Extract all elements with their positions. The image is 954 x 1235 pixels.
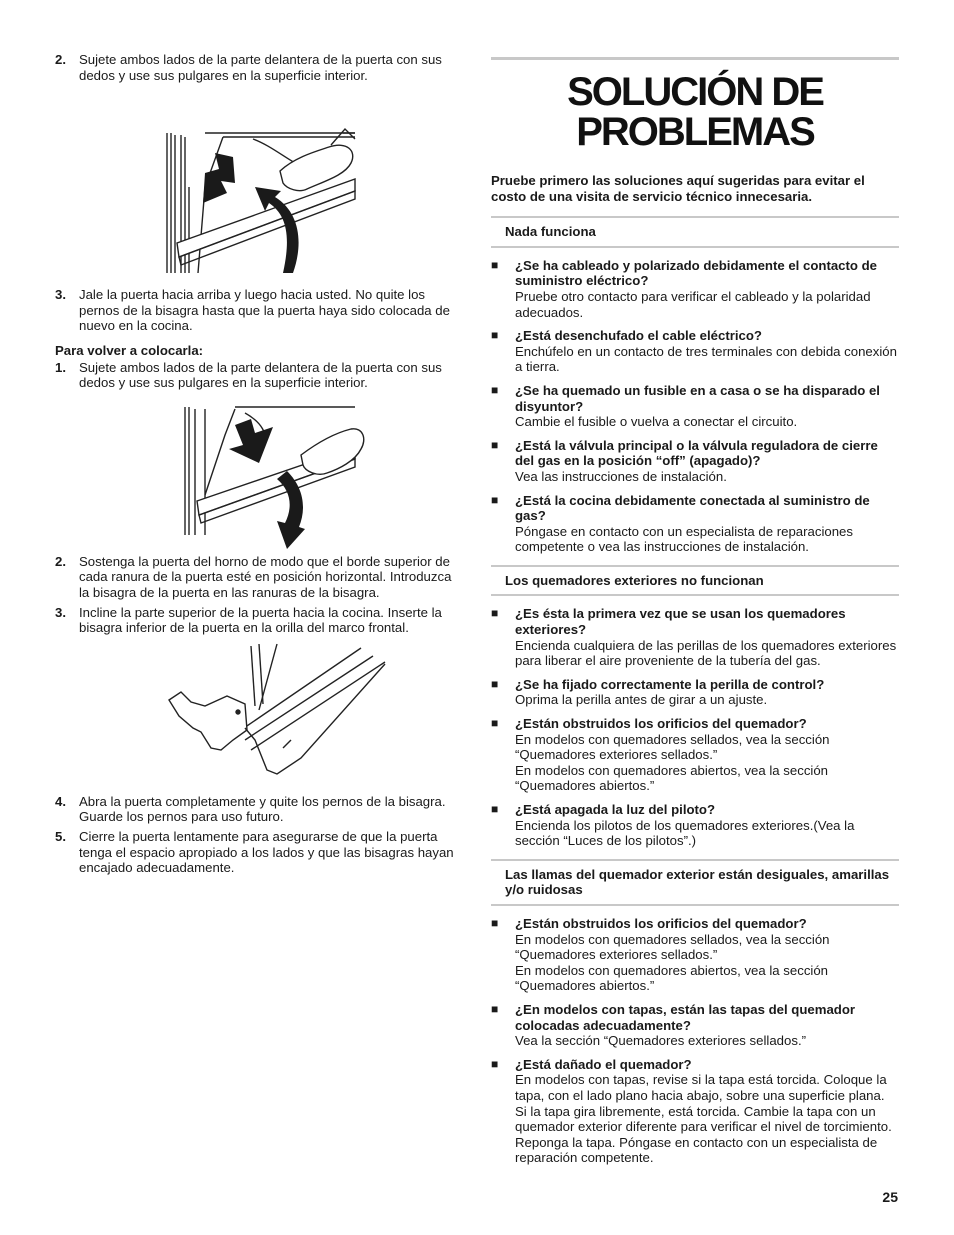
step-text: Sujete ambos lados de la parte delantera de la puerta con sus dedos y use sus pulgares en la superficie interior. [79,52,442,83]
item-body [515,438,899,485]
intro-text: Pruebe primero las soluciones aquí sugeridas para evitar el costo de una visita de servicio técnico innecesaria. [491,173,865,204]
question-text: ¿Está apagada la luz del piloto? [515,802,716,817]
right-column [491,57,899,1174]
page-title [491,72,899,152]
item-body [515,606,899,668]
step-number: 1. [55,359,66,375]
hinge-insert-illustration [55,640,465,788]
answer-text: Oprima la perilla antes de girar a un ajuste. [515,692,768,708]
question-text: ¿Está la cocina debidamente conectada al suministro de gas? [515,492,870,524]
down-arrow-icon [229,419,273,463]
step-1-reinstall [55,360,465,391]
title-line-1: SOLUCIÓN DE [567,70,823,114]
answer-text: Encienda cualquiera de las perillas de los quemadores exteriores para liberar el aire proveniente de la tubería del gas. [515,637,897,669]
list-item [491,1057,899,1166]
list-item [491,328,899,375]
square-bullet-icon: ■ [491,606,499,621]
item-body [515,493,899,555]
section-1 [491,565,899,849]
item-body [515,916,899,994]
step-text: Sujete ambos lados de la parte delantera de la puerta con sus dedos y use sus pulgares en la superficie interior. [79,359,442,391]
question-text: ¿Están obstruidos los orificios del quemador? [515,716,807,732]
list-item [491,383,899,430]
square-bullet-icon: ■ [491,915,499,930]
item-body [515,716,899,794]
item-body [515,258,899,320]
list-item [491,258,899,320]
answer-text: Encienda los pilotos de los quemadores exteriores.(Vea la sección “Luces de los pilotos”.) [515,817,855,849]
step-number: 4. [55,793,66,809]
answer-text: Póngase en contacto con un especialista de reparaciones competente o vea las instrucciones de instalación. [515,523,853,555]
question-text: ¿Se ha quemado un fusible en a casa o se ha disparado el disyuntor? [515,382,880,414]
answer-text: En modelos con quemadores sellados, vea la sección “Quemadores exteriores sellados.” [515,731,830,763]
answer-text: Enchúfelo en un contacto de tres terminales con debida conexión a tierra. [515,343,897,375]
square-bullet-icon: ■ [491,802,499,816]
answer-text: En modelos con tapas, revise si la tapa está torcida. Coloque la tapa, con el lado plano hacia abajo, sobre una superficie plana. Si la tapa gira libremente, está torcida. Cambie la tapa con un quemador exterior diferente para verificar el nivel de torcimiento. Reponga la tapa. Póngase en contacto con un especialista de reparación competente. [515,1072,892,1166]
answer-text: En modelos con quemadores abiertos, vea la sección “Quemadores abiertos.” [515,962,829,994]
question-text: ¿Es ésta la primera vez que se usan los quemadores exteriores? [515,606,846,638]
item-body [515,802,899,849]
step-2-reinstall [55,554,465,601]
square-bullet-icon: ■ [491,492,499,507]
square-bullet-icon: ■ [491,716,499,731]
up-arrow-icon [203,153,235,203]
question-text: ¿Se ha cableado y polarizado debidamente el contacto de suministro eléctrico? [515,257,878,289]
question-text: ¿En modelos con tapas, están las tapas del quemador colocadas adecuadamente? [515,1001,856,1033]
section-heading: Las llamas del quemador exterior están desiguales, amarillas y/o ruidosas [491,859,899,906]
title-line-2: PROBLEMAS [576,110,814,154]
step-number: 3. [55,287,66,303]
list-item [491,802,899,849]
page-number: 25 [882,1189,898,1205]
answer-text: Cambie el fusible o vuelva a conectar el circuito. [515,414,798,430]
step-text: Incline la parte superior de la puerta hacia la cocina. Inserte la bisagra inferior de la puerta en la orilla del marco frontal. [79,604,442,636]
step-number: 3. [55,604,66,620]
answer-text: Vea las instrucciones de instalación. [515,468,727,484]
question-list [491,606,899,848]
section-2 [491,859,899,1166]
list-item [491,916,899,994]
item-body [515,383,899,430]
item-body [515,1057,899,1166]
question-text: ¿Está la válvula principal o la válvula reguladora de cierre del gas en la posición “off” (apagado)? [515,437,878,469]
answer-text: Pruebe otro contacto para verificar el cableado y la polaridad adecuados. [515,288,871,320]
square-bullet-icon: ■ [491,1001,499,1016]
left-column [55,52,465,880]
section-heading: Los quemadores exteriores no funcionan [491,565,899,597]
question-list [491,916,899,1166]
step-3-removal [55,287,465,334]
square-bullet-icon: ■ [491,382,499,397]
step-text: Abra la puerta completamente y quite los pernos de la bisagra. Guarde los pernos para uso futuro. [79,793,446,825]
list-item [491,438,899,485]
answer-text: En modelos con quemadores abiertos, vea la sección “Quemadores abiertos.” [515,762,829,794]
square-bullet-icon: ■ [491,676,499,691]
title-rule [491,57,899,60]
reinstall-heading: Para volver a colocarla: [55,342,204,358]
step-number: 5. [55,828,66,844]
curved-up-arrow-icon [255,187,299,273]
step-text: Jale la puerta hacia arriba y luego hacia usted. No quite los pernos de la bisagra hasta que la puerta haya sido colocada de nuevo en la cocina. [79,287,450,334]
item-body [515,677,899,708]
question-text: ¿Se ha fijado correctamente la perilla de control? [515,676,825,692]
list-item [491,677,899,708]
door-lift-up-illustration [55,87,465,283]
door-lower-illustration [55,395,465,551]
question-list [491,258,899,555]
list-item [491,716,899,794]
step-text: Sostenga la puerta del horno de modo que el borde superior de cada ranura de la puerta esté en posición horizontal. Introduzca la bisagra de la puerta en las ranuras de la bisagra. [79,553,452,600]
step-text: Cierre la puerta lentamente para asegurarse de que la puerta tenga el espacio apropiado a los lados y que las bisagras hayan encajado adecuadamente. [79,828,454,876]
answer-text: Vea la sección “Quemadores exteriores sellados.” [515,1033,807,1049]
section-0 [491,216,899,555]
step-4-reinstall [55,794,465,825]
square-bullet-icon: ■ [491,437,499,452]
list-item [491,1002,899,1049]
answer-text: En modelos con quemadores sellados, vea la sección “Quemadores exteriores sellados.” [515,931,830,963]
troubleshooting-sections [491,216,899,1166]
step-3-reinstall [55,605,465,636]
step-5-reinstall [55,829,465,876]
step-2-removal [55,52,465,83]
list-item [491,606,899,668]
item-body [515,1002,899,1049]
list-item [491,493,899,555]
question-text: ¿Están obstruidos los orificios del quemador? [515,915,807,931]
square-bullet-icon: ■ [491,257,499,272]
curved-down-arrow-icon [277,471,305,549]
item-body [515,328,899,375]
question-text: ¿Está desenchufado el cable eléctrico? [515,328,762,344]
question-text: ¿Está dañado el quemador? [515,1056,692,1072]
square-bullet-icon: ■ [491,1056,499,1071]
square-bullet-icon: ■ [491,328,499,343]
step-number: 2. [55,553,66,569]
section-heading: Nada funciona [491,216,899,248]
step-number: 2. [55,52,66,67]
